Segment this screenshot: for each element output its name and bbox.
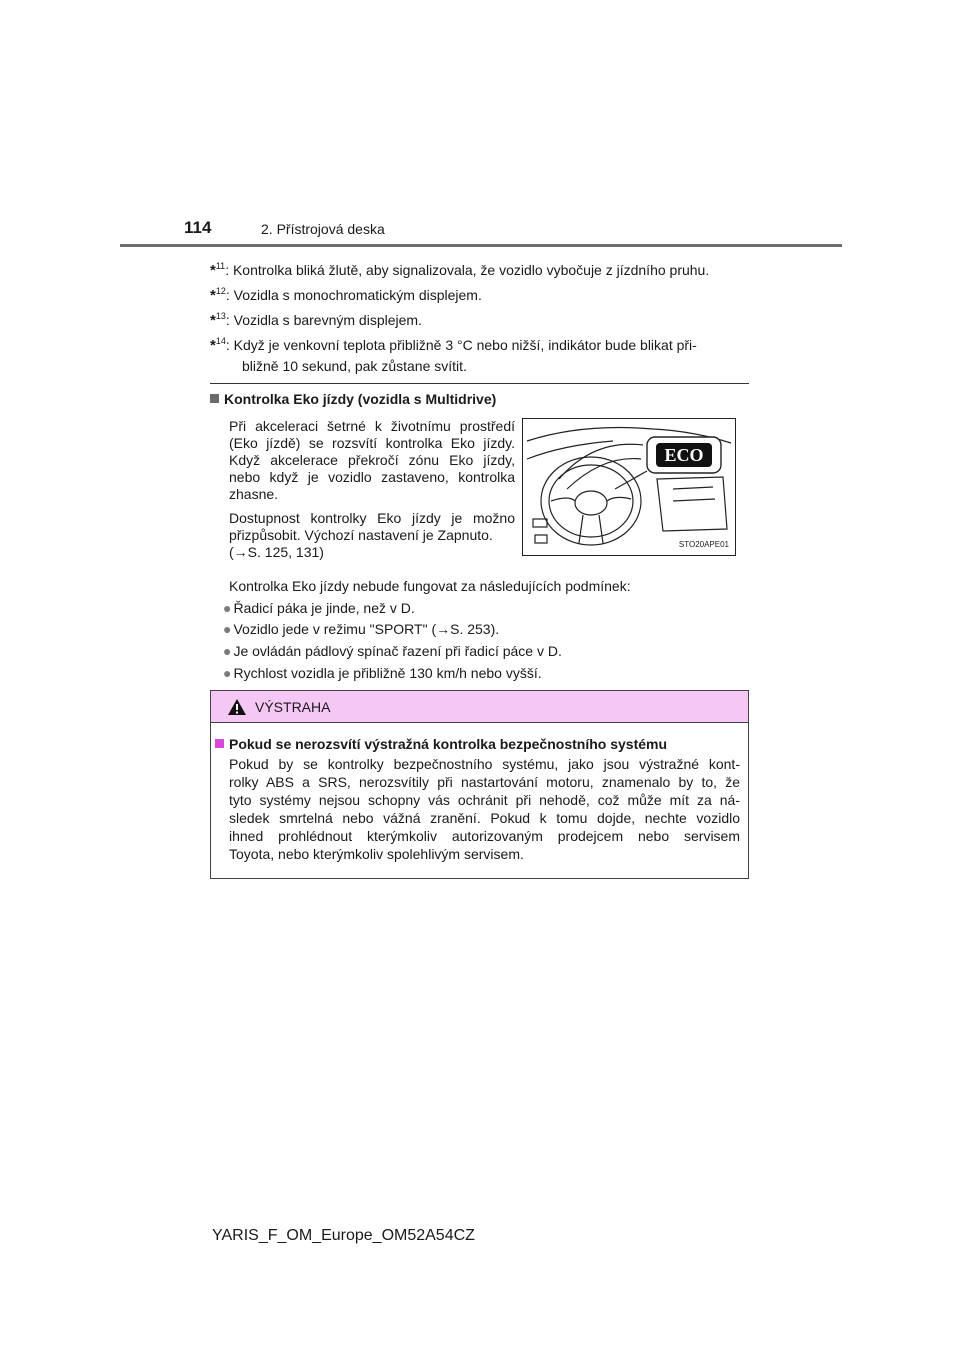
header-divider (120, 244, 842, 247)
warning-triangle-icon (227, 698, 247, 716)
warning-subheading: Pokud se nerozsvítí výstražná kontrolka bezpečnostního systému (215, 736, 667, 752)
illustration-code: STO20APE01 (678, 540, 729, 549)
bullet-icon: ● (223, 665, 232, 681)
warning-body: Pokud by se kontrolky bezpečnostního systému, jako jsou výstražné kont- rolky ABS a SRS, nerozsvítily při nastartování motoru, znamenalo by to, že tyto systémy nejsou schopny vás ochránit při nehodě, což může mít za ná- sledek smrtelná nebo vážná zranění. Pokud k tomu dojde, nechte vozidlo ihned prohlédnout kterýmkoliv autorizovaným prodejcem nebo servisem Toyota, nebo kterýmkoliv spolehlivým servisem. (229, 756, 740, 862)
warning-box (210, 690, 749, 879)
warning-header (211, 691, 748, 723)
footnote-12: *$^{12}$: Vozidla s monochromatickým displejem. (210, 286, 482, 304)
bullet-icon: ● (223, 643, 232, 659)
eco-customization: Dostupnost kontrolky Eko jízdy je možno přizpůsobit. Výchozí nastavení je Zapnuto. (→S. 125, 131) (229, 510, 515, 560)
document-footer: YARIS_F_OM_Europe_OM52A54CZ (212, 1227, 475, 1244)
condition-item: ● Rychlost vozidla je přibližně 130 km/h nebo vyšší. (223, 665, 542, 681)
bullet-icon: ● (223, 621, 232, 637)
chapter-title: 2. Přístrojová deska (261, 221, 385, 237)
condition-item: ● Je ovládán pádlový spínač řazení při řadicí páce v D. (223, 643, 562, 659)
eco-description: Při akceleraci šetrné k životnímu prostředí (Eko jízdě) se rozsvítí kontrolka Eko jízdy. Když akcelerace překročí zónu Eko jízdy, nebo když je vozidlo zastaveno, kontrolka zhasne. (229, 418, 515, 502)
square-bullet-icon (210, 394, 219, 403)
eco-badge: ECO (664, 445, 704, 465)
condition-item: ● Řadicí páka je jinde, než v D. (223, 600, 415, 616)
bullet-icon: ● (223, 600, 232, 616)
section-heading: Kontrolka Eko jízdy (vozidla s Multidrive) (210, 391, 496, 407)
dashboard-illustration (522, 418, 736, 556)
page-number: 114 (184, 218, 212, 237)
square-bullet-icon (215, 739, 224, 748)
footnote-14: *$^{14}$: Když je venkovní teplota přibližně 3 °C nebo nižší, indikátor bude blikat při- bližně 10 sekund, pak zůstane svítit. (210, 336, 697, 374)
footnote-13: *$^{13}$: Vozidla s barevným displejem. (210, 311, 422, 329)
conditions-intro: Kontrolka Eko jízdy nebude fungovat za následujících podmínek: (229, 578, 631, 594)
condition-item: ● Vozidlo jede v režimu "SPORT" (→S. 253). (223, 621, 500, 637)
footnote-11: *$^{11}$: Kontrolka bliká žlutě, aby signalizovala, že vozidlo vybočuje z jízdního pruhu. (210, 261, 710, 279)
section-divider (210, 383, 749, 384)
warning-title: VÝSTRAHA (255, 699, 331, 715)
